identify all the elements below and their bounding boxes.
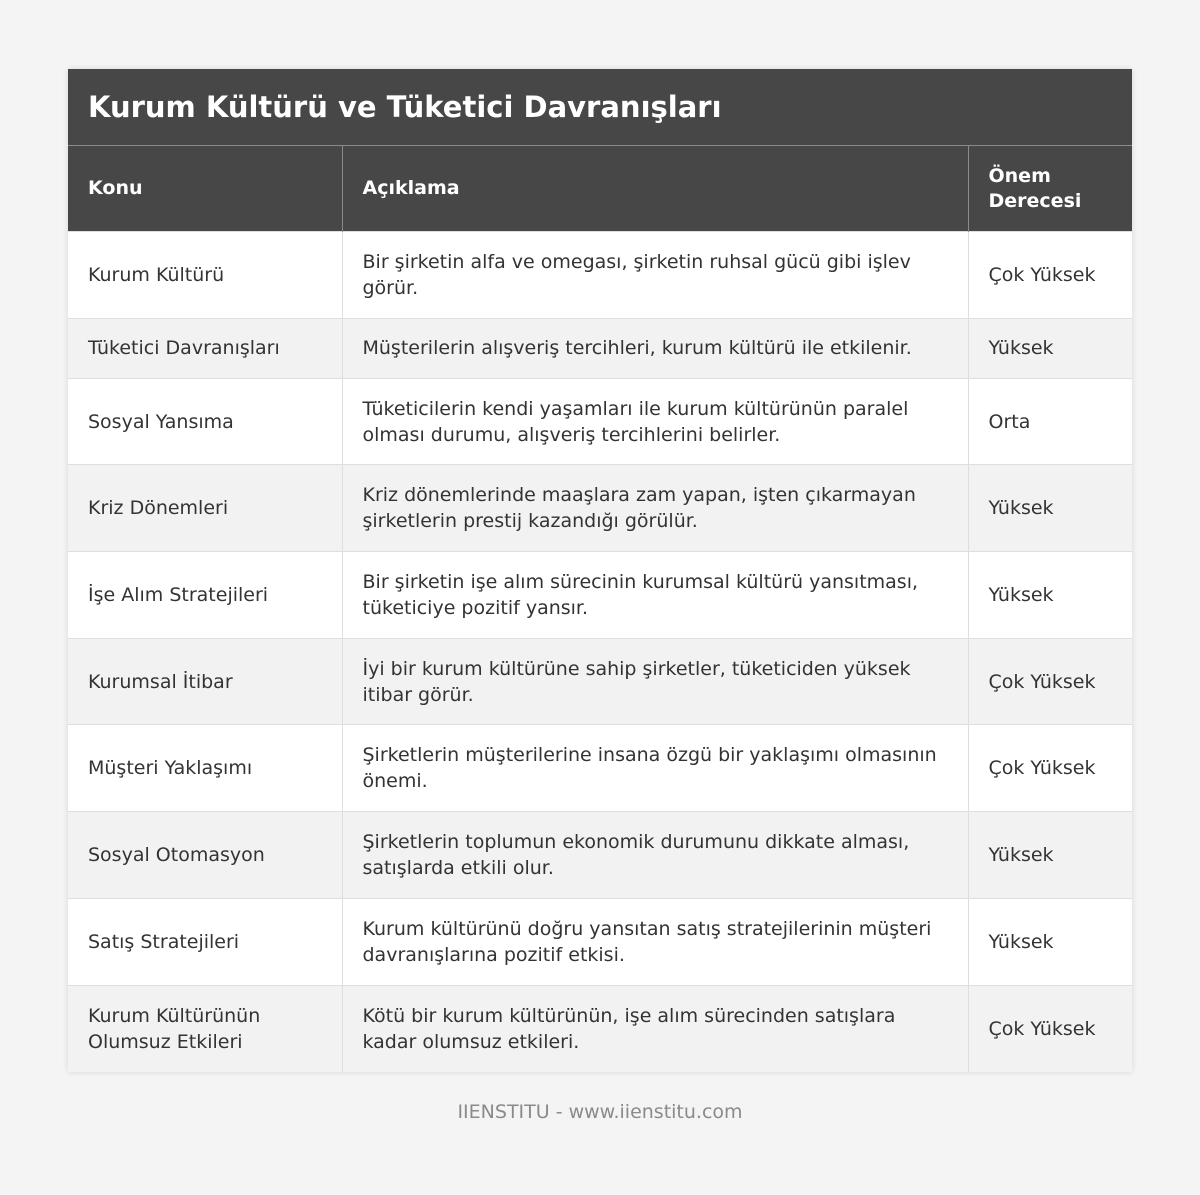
cell-importance: Yüksek [968,318,1132,378]
table-row [68,985,1132,1072]
column-header-onem-derecesi: Önem Derecesi [968,146,1132,232]
cell-importance: Çok Yüksek [968,638,1132,725]
cell-description: Bir şirketin işe alım sürecinin kurumsal kültürü yansıtması, tüketiciye pozitif yansır. [342,552,968,639]
cell-importance: Yüksek [968,552,1132,639]
table-row [68,898,1132,985]
cell-importance: Yüksek [968,812,1132,899]
cell-importance: Çok Yüksek [968,232,1132,319]
cell-importance: Çok Yüksek [968,985,1132,1072]
data-table [68,145,1132,1072]
cell-description: Kurum kültürünü doğru yansıtan satış stratejilerinin müşteri davranışlarına pozitif etkisi. [342,898,968,985]
table-row [68,318,1132,378]
cell-topic: Kriz Dönemleri [68,465,342,552]
cell-topic: Satış Stratejileri [68,898,342,985]
table-row [68,638,1132,725]
cell-topic: Sosyal Yansıma [68,378,342,465]
header-row [68,146,1132,232]
table-row [68,812,1132,899]
cell-topic: Tüketici Davranışları [68,318,342,378]
cell-importance: Orta [968,378,1132,465]
cell-topic: Kurum Kültürü [68,232,342,319]
column-header-konu: Konu [68,146,342,232]
footer-credit: IIENSTITU - www.iienstitu.com [457,1101,743,1123]
cell-description: Kriz dönemlerinde maaşlara zam yapan, işten çıkarmayan şirketlerin prestij kazandığı görülür. [342,465,968,552]
cell-description: Bir şirketin alfa ve omegası, şirketin ruhsal gücü gibi işlev görür. [342,232,968,319]
table-row [68,552,1132,639]
cell-importance: Yüksek [968,465,1132,552]
cell-description: Tüketicilerin kendi yaşamları ile kurum kültürünün paralel olması durumu, alışveriş tercihlerini belirler. [342,378,968,465]
cell-description: İyi bir kurum kültürüne sahip şirketler, tüketiciden yüksek itibar görür. [342,638,968,725]
cell-description: Müşterilerin alışveriş tercihleri, kurum kültürü ile etkilenir. [342,318,968,378]
cell-topic: Kurumsal İtibar [68,638,342,725]
table-row [68,465,1132,552]
cell-description: Şirketlerin toplumun ekonomik durumunu dikkate alması, satışlarda etkili olur. [342,812,968,899]
cell-description: Şirketlerin müşterilerine insana özgü bir yaklaşımı olmasının önemi. [342,725,968,812]
cell-topic: İşe Alım Stratejileri [68,552,342,639]
column-header-aciklama: Açıklama [342,146,968,232]
cell-topic: Kurum Kültürünün Olumsuz Etkileri [68,985,342,1072]
cell-topic: Müşteri Yaklaşımı [68,725,342,812]
table-title: Kurum Kültürü ve Tüketici Davranışları [68,69,1132,145]
table-card [68,69,1132,1072]
cell-importance: Çok Yüksek [968,725,1132,812]
table-row [68,378,1132,465]
table-row [68,232,1132,319]
table-row [68,725,1132,812]
cell-description: Kötü bir kurum kültürünün, işe alım sürecinden satışlara kadar olumsuz etkileri. [342,985,968,1072]
cell-topic: Sosyal Otomasyon [68,812,342,899]
cell-importance: Yüksek [968,898,1132,985]
